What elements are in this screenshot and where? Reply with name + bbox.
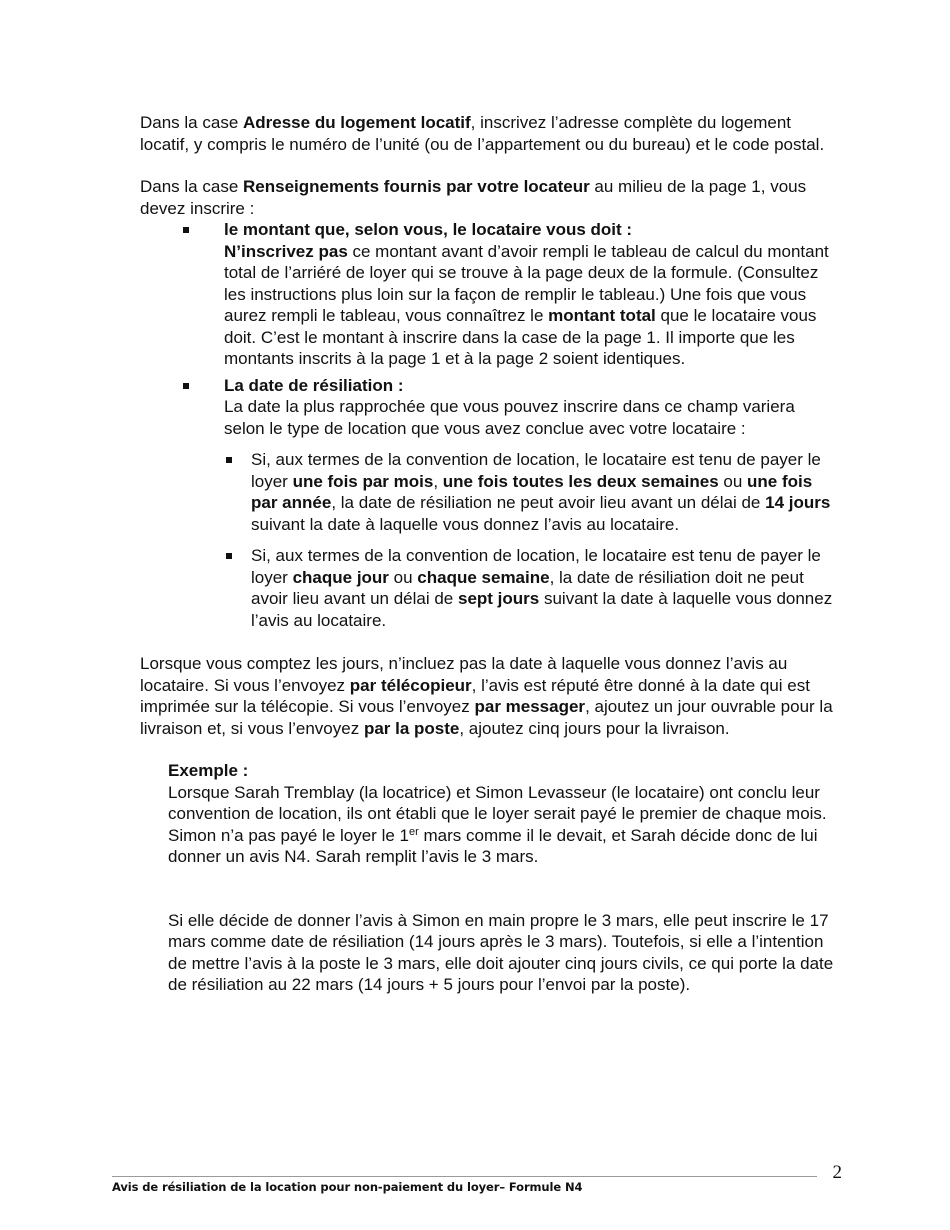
list-item-daily-rent: Si, aux termes de la convention de location, le locataire est tenu de payer le loyer chaque jour ou chaque semaine, la date de résiliation doit ne peut avoir lieu avant un délai de sept jours suivant la date à laquelle vous donnez l’avis au locataire. xyxy=(224,545,840,631)
example-paragraph-1: Lorsque Sarah Tremblay (la locatrice) et Simon Levasseur (le locataire) ont conclu leur convention de location, ils ont établi que le loyer serait payé le premier de chaque mois. Simon n’a pas payé le loyer le 1er mars comme il le devait, et Sarah décide donc de lui donner un avis N4. Sarah remplit l’avis le 3 mars. xyxy=(168,782,827,866)
example-title: Exemple : xyxy=(168,761,249,780)
square-bullet-icon xyxy=(226,553,232,559)
instruction-list xyxy=(140,219,840,631)
rental-type-list xyxy=(224,449,840,631)
example-paragraph-2: Si elle décide de donner l’avis à Simon en main propre le 3 mars, elle peut inscrire le 17 mars comme date de résiliation (14 jours après le 3 mars). Toutefois, si elle a l’intention de mettre l’avis à la poste le 3 mars, elle doit ajouter cinq jours civils, ce qui porte la date de résiliation au 22 mars (14 jours + 5 jours pour l’envoi par la poste). xyxy=(168,910,834,994)
list-item-termination-date xyxy=(140,375,840,632)
amount-text: N’inscrivez pas ce montant avant d’avoir rempli le tableau de calcul du montant total de l’arriéré de loyer qui se trouve à la page deux de la formule. (Consultez les instructions plus loin sur la façon de remplir le tableau.) Une fois que vous aurez rempli le tableau, vous connaîtrez le montant total que le locataire vous doit. C’est le montant à inscrire dans la case de la page 1. Il importe que les montants inscrits à la page 1 et à la page 2 soient identiques. xyxy=(224,241,829,368)
termination-date-heading: La date de résiliation : xyxy=(224,375,404,395)
address-field-name: Adresse du logement locatif xyxy=(243,113,471,132)
footer-title: Avis de résiliation de la location pour non-paiement du loyer– Formule N4 xyxy=(112,1180,583,1194)
footer-divider xyxy=(112,1176,817,1177)
list-item-monthly-rent: Si, aux termes de la convention de location, le locataire est tenu de payer le loyer une fois par mois, une fois toutes les deux semaines ou une fois par année, la date de résiliation ne peut avoir lieu avant un délai de 14 jours suivant la date à laquelle vous donnez l’avis au locataire. xyxy=(224,449,840,535)
example-block xyxy=(168,760,840,996)
square-bullet-icon xyxy=(183,227,189,233)
document-body xyxy=(140,112,840,996)
counting-days-paragraph: Lorsque vous comptez les jours, n’incluez pas la date à laquelle vous donnez l’avis au locataire. Si vous l’envoyez par télécopieur, l’avis est réputé être donné à la date qui est imprimée sur la télécopie. Si vous l’envoyez par messager, ajoutez un jour ouvrable pour la livraison et, si vous l’envoyez par la poste, ajoutez cinq jours pour la livraison. xyxy=(140,654,833,738)
square-bullet-icon xyxy=(226,457,232,463)
landlord-info-field-name: Renseignements fournis par votre locateur xyxy=(243,177,590,196)
list-item-amount xyxy=(140,219,840,370)
address-paragraph: Dans la case Adresse du logement locatif, inscrivez l’adresse complète du logement locatif, y compris le numéro de l’unité (ou de l’appartement ou du bureau) et le code postal. xyxy=(140,113,825,154)
termination-date-text: La date la plus rapprochée que vous pouvez inscrire dans ce champ variera selon le type de location que vous avez conclue avec votre locataire : xyxy=(224,397,795,438)
amount-heading: le montant que, selon vous, le locataire vous doit : xyxy=(224,220,633,239)
square-bullet-icon xyxy=(183,383,189,389)
page-number: 2 xyxy=(832,1162,842,1183)
landlord-info-paragraph: Dans la case Renseignements fournis par votre locateur au milieu de la page 1, vous devez inscrire : xyxy=(140,177,807,218)
